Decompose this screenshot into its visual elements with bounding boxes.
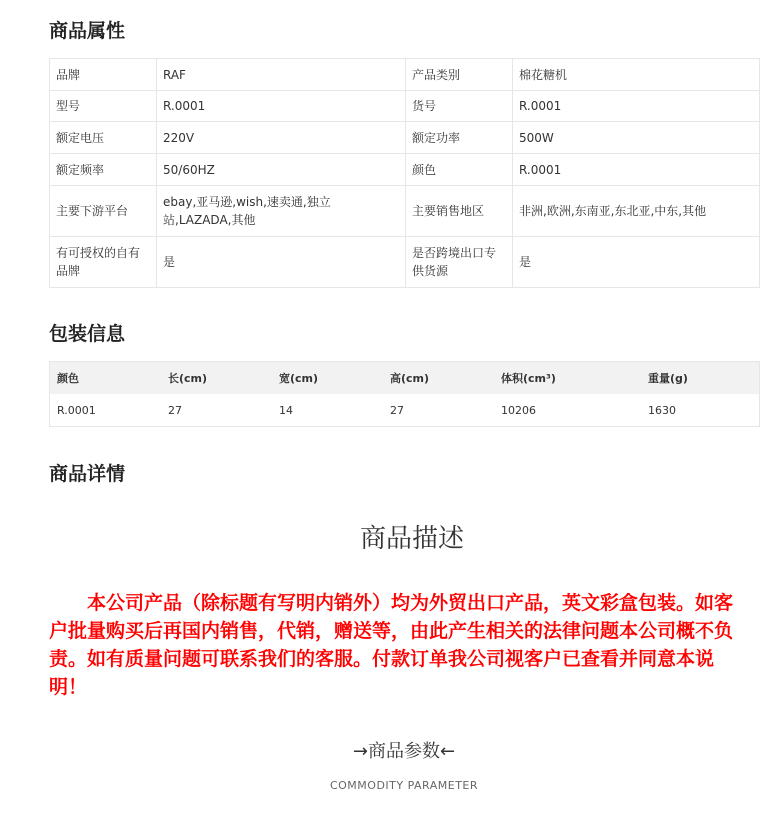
column-header: 宽(cm) — [272, 362, 383, 395]
column-header: 长(cm) — [161, 362, 272, 395]
attr-key: 是否跨境出口专供货源 — [406, 237, 513, 288]
attr-key: 颜色 — [406, 154, 513, 186]
attributes-section-title: 商品属性 — [49, 20, 126, 42]
table-row — [50, 237, 760, 288]
packaging-table — [49, 361, 760, 427]
details-section-title: 商品详情 — [49, 463, 126, 485]
table-cell: 14 — [272, 394, 383, 427]
attr-key: 额定功率 — [406, 122, 513, 154]
column-header: 颜色 — [50, 362, 162, 395]
attr-key: 品牌 — [50, 59, 157, 91]
table-cell: 27 — [383, 394, 494, 427]
attr-value: R.0001 — [157, 91, 406, 122]
attr-value: 是 — [157, 237, 406, 288]
attr-key: 额定频率 — [50, 154, 157, 186]
table-cell: 1630 — [641, 394, 760, 427]
attributes-table — [49, 58, 760, 288]
attr-value: 50/60HZ — [157, 154, 406, 186]
column-header: 高(cm) — [383, 362, 494, 395]
parameter-heading: →商品参数← — [352, 741, 456, 762]
table-row — [50, 394, 760, 427]
table-row — [50, 59, 760, 91]
parameter-subheading: COMMODITY PARAMETER — [329, 779, 479, 792]
attr-value: 非洲,欧洲,东南亚,东北亚,中东,其他 — [513, 186, 760, 237]
table-row — [50, 186, 760, 237]
table-row — [50, 122, 760, 154]
description-heading: 商品描述 — [359, 524, 464, 554]
attr-value: 220V — [157, 122, 406, 154]
attr-value: RAF — [157, 59, 406, 91]
attr-key: 货号 — [406, 91, 513, 122]
attr-key: 产品类别 — [406, 59, 513, 91]
packaging-section-title: 包装信息 — [49, 323, 126, 345]
attr-value: 是 — [513, 237, 760, 288]
attr-key: 型号 — [50, 91, 157, 122]
table-cell: R.0001 — [50, 394, 162, 427]
attr-value: 棉花糖机 — [513, 59, 760, 91]
attr-value: R.0001 — [513, 91, 760, 122]
table-header-row — [50, 362, 760, 395]
table-row — [50, 91, 760, 122]
disclaimer-notice: 本公司产品（除标题有写明内销外）均为外贸出口产品，英文彩盒包装。如客户批量购买后再国内销售，代销，赠送等，由此产生相关的法律问题本公司概不负责。如有质量问题可联系我们的客服。付款订单我公司视客户已查看并同意本说明！ — [49, 592, 734, 698]
table-row — [50, 154, 760, 186]
attr-value: R.0001 — [513, 154, 760, 186]
attr-key: 额定电压 — [50, 122, 157, 154]
attr-key: 有可授权的自有品牌 — [50, 237, 157, 288]
column-header: 体积(cm³) — [494, 362, 641, 395]
column-header: 重量(g) — [641, 362, 760, 395]
attr-key: 主要下游平台 — [50, 186, 157, 237]
table-cell: 27 — [161, 394, 272, 427]
attr-key: 主要销售地区 — [406, 186, 513, 237]
attr-value: ebay,亚马逊,wish,速卖通,独立站,LAZADA,其他 — [157, 186, 406, 237]
attr-value: 500W — [513, 122, 760, 154]
table-cell: 10206 — [494, 394, 641, 427]
